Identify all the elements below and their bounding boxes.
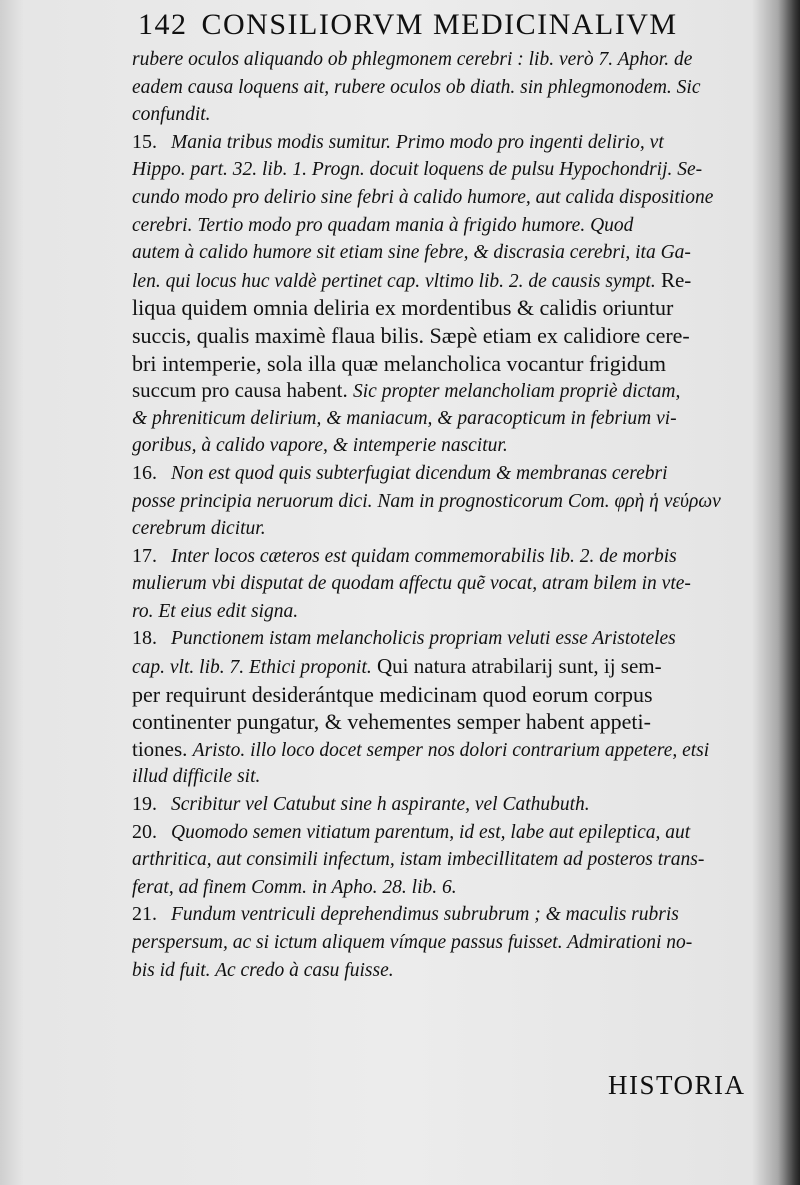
line-text: Fundum ventriculi deprehendimus subrubrum ; & maculis rubris	[171, 904, 679, 926]
text-line	[132, 488, 762, 516]
line-text: Punctionem istam melancholicis propriam veluti esse Aristoteles	[171, 628, 676, 650]
line-text: illud difficile sit.	[132, 766, 261, 788]
text-line	[132, 625, 762, 653]
catchword: HISTORIA	[608, 1070, 746, 1100]
text-line	[132, 846, 762, 874]
text-line	[132, 432, 762, 460]
roman-segment: succum pro causa habent.	[132, 378, 354, 403]
line-text: liqua quidem omnia deliria ex mordentibus & calidis oriuntur	[132, 295, 674, 321]
line-text: cerebrum dicitur.	[132, 518, 266, 540]
italic-segment: len. qui locus huc valdè pertinet cap. vltimo lib. 2. de causis sympt.	[132, 270, 656, 292]
line-text: Hippo. part. 32. lib. 1. Progn. docuit loquens de pulsu Hypochondrij. Se-	[132, 159, 703, 181]
line-text: bri intemperie, sola illa quæ melancholica vocantur frigidum	[132, 350, 666, 376]
line-text: Mania tribus modis sumitur. Primo modo pro ingenti delirio, vt	[171, 131, 664, 153]
text-line	[132, 653, 762, 681]
roman-segment: Qui natura atrabilarij sunt, ij sem-	[371, 654, 662, 679]
text-line	[132, 543, 762, 571]
text-line	[132, 101, 762, 129]
text-line	[132, 681, 762, 709]
running-header	[138, 8, 748, 42]
text-line	[132, 901, 762, 929]
line-text: & phreniticum delirium, & maniacum, & paracopticum in febrium vi-	[132, 407, 677, 429]
text-line	[132, 598, 762, 626]
line-text: perspersum, ac si ictum aliquem vímque passus fuisset. Admirationi no-	[132, 932, 693, 953]
text-body	[132, 46, 762, 984]
text-line	[132, 322, 762, 350]
roman-segment: Re-	[655, 267, 692, 292]
line-text: Inter locos cæteros est quidam commemorabilis lib. 2. de morbis	[171, 545, 677, 567]
text-line	[132, 460, 762, 488]
roman-segment: tiones.	[132, 736, 193, 761]
note-number: 19.	[132, 793, 157, 816]
note-number: 20.	[132, 820, 157, 843]
line-text: bis id fuit. Ac credo à casu fuisse.	[132, 959, 394, 981]
line-text: arthritica, aut consimili infectum, istam imbecillitatem ad posteros trans-	[132, 849, 705, 871]
text-line	[132, 350, 762, 378]
line-text: Quomodo semen vitiatum parentum, id est, labe aut epileptica, aut	[171, 821, 691, 843]
text-line	[132, 46, 762, 74]
line-text: autem à calido humore sit etiam sine febre, & discrasia cerebri, ita Ga-	[132, 242, 691, 264]
text-line	[132, 212, 762, 240]
running-title: CONSILIORVM MEDICINALIVM	[201, 8, 678, 41]
line-text: ro. Et eius edit signa.	[132, 600, 299, 622]
italic-segment: cap. vlt. lib. 7. Ethici proponit.	[132, 657, 372, 679]
line-text: cundo modo pro delirio sine febri à calido humore, aut calida dispositione	[132, 186, 714, 208]
text-line	[132, 156, 762, 184]
text-line	[132, 874, 762, 902]
text-line	[132, 515, 762, 543]
line-text: posse principia neruorum dici. Nam in prognosticorum Com. φρὴ ἡ νεύρων	[132, 490, 721, 512]
text-line	[132, 405, 762, 433]
text-line	[132, 570, 762, 598]
line-text: goribus, à calido vapore, & intemperie nascitur.	[132, 435, 508, 457]
text-line	[132, 377, 762, 405]
text-line	[132, 184, 762, 212]
text-line	[132, 819, 762, 847]
line-text: succis, qualis maximè flaua bilis. Sæpè etiam ex calidiore cere-	[132, 322, 690, 348]
text-line	[132, 267, 762, 295]
text-line	[132, 708, 762, 736]
line-text: continenter pungatur, & vehementes semper habent appeti-	[132, 709, 651, 735]
text-line	[132, 736, 762, 764]
line-text: eadem causa loquens ait, rubere oculos ob diath. sin phlegmonodem. Sic	[132, 76, 701, 98]
line-text: Non est quod quis subterfugiat dicendum & membranas cerebri	[171, 462, 668, 484]
italic-segment: Aristo. illo loco docet semper nos dolori contrarium appetere, etsi	[192, 739, 710, 761]
note-number: 17.	[132, 544, 157, 567]
text-line	[132, 74, 762, 102]
line-text: cerebri. Tertio modo pro quadam mania à frigido humore. Quod	[132, 214, 634, 236]
line-text: ferat, ad finem Comm. in Apho. 28. lib. 6.	[132, 876, 457, 898]
page-gutter-shadow	[778, 0, 800, 1185]
italic-segment: Sic propter melancholiam propriè dictam,	[353, 381, 681, 403]
line-text: Scribitur vel Catubut sine h aspirante, vel Cathubuth.	[171, 794, 590, 816]
text-line	[132, 294, 762, 322]
note-number: 18.	[132, 627, 157, 650]
text-line	[132, 957, 762, 985]
note-number: 15.	[132, 130, 157, 153]
text-line	[132, 129, 762, 157]
line-text: rubere oculos aliquando ob phlegmonem cerebri : lib. verò 7. Aphor. de	[132, 49, 693, 70]
line-text: per requirunt desiderántque medicinam quod eorum corpus	[132, 681, 653, 707]
line-text: confundit.	[132, 104, 211, 126]
text-line	[132, 929, 762, 957]
note-number: 16.	[132, 461, 157, 484]
text-line	[132, 239, 762, 267]
text-line	[132, 763, 762, 791]
line-text: mulierum vbi disputat de quodam affectu quẽ vocat, atram bilem in vte-	[132, 573, 691, 595]
page-number: 142	[138, 8, 188, 41]
text-line	[132, 791, 762, 819]
note-number: 21.	[132, 903, 157, 926]
